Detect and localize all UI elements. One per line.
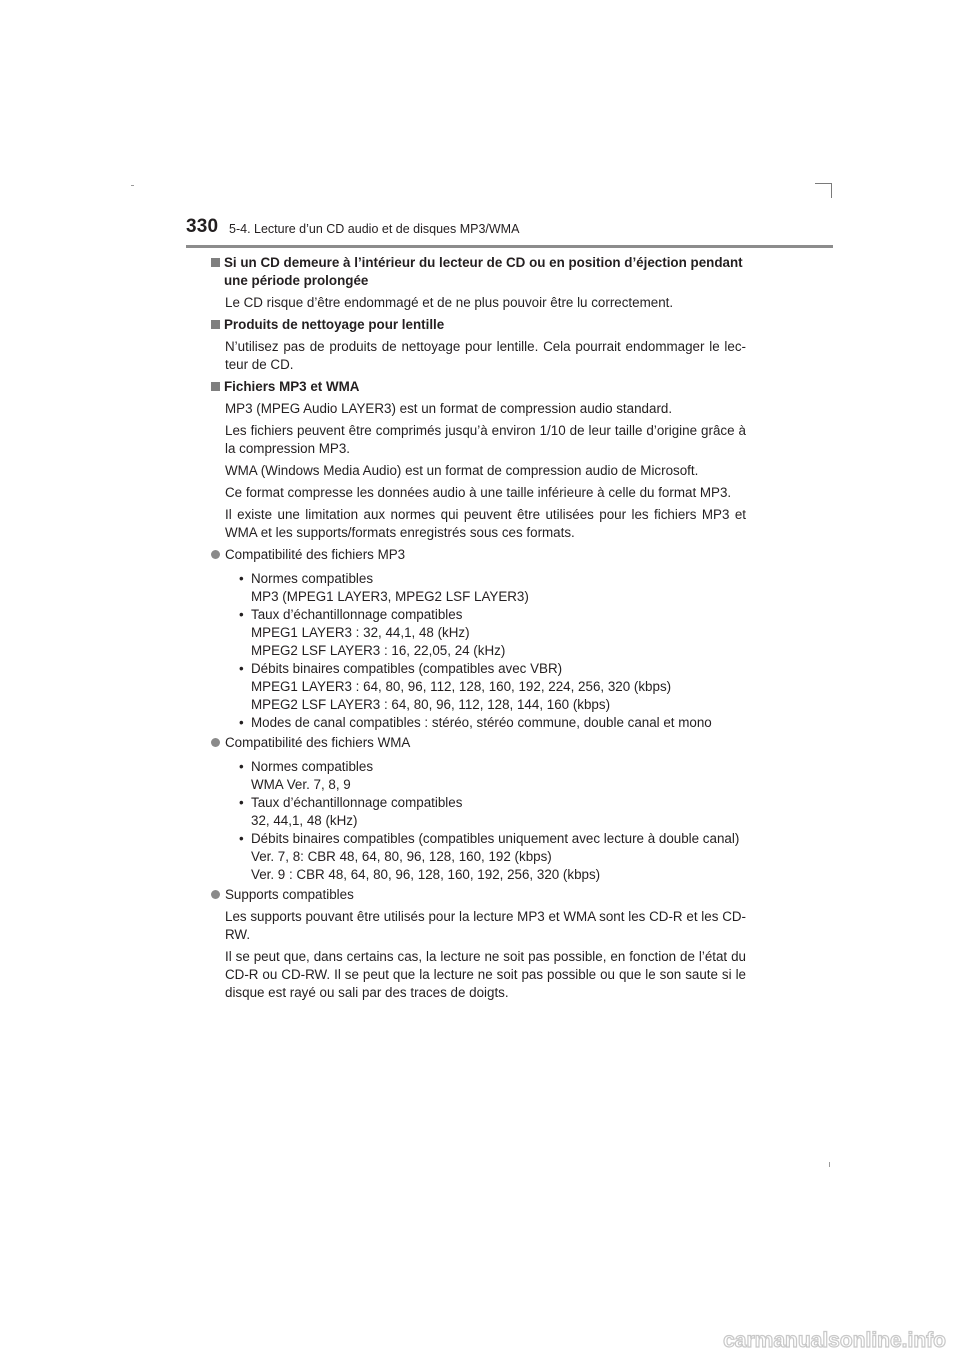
circle-bullet-icon <box>211 890 220 899</box>
paragraph: N’utilisez pas de produits de nettoyage pour lentille. Cela pourrait endommager le lec-teur de CD. <box>225 339 746 372</box>
paragraph: Les fichiers peuvent être comprimés jusqu’à environ 1/10 de leur taille d’origine grâce à la compression MP3. <box>225 423 746 456</box>
list-item <box>239 794 746 830</box>
paragraph: Il existe une limitation aux normes qui peuvent être utilisées pour les fichiers MP3 et WMA et les supports/formats enregistrés sous ces formats. <box>225 507 746 540</box>
subsection-title: Supports compatibles <box>225 887 354 902</box>
circle-bullet-icon <box>211 550 220 559</box>
list-item-line: WMA Ver. 7, 8, 9 <box>251 777 351 792</box>
list-item-line: MPEG2 LSF LAYER3 : 64, 80, 96, 112, 128, 144, 160 (kbps) <box>251 697 611 712</box>
list-item <box>239 714 746 732</box>
page-body <box>211 254 746 1006</box>
square-bullet-icon <box>211 320 220 329</box>
subsection-heading <box>211 886 746 904</box>
list-item <box>239 830 746 884</box>
section-title: Si un CD demeure à l’intérieur du lecteur de CD ou en position d’éjection pendant une période prolongée <box>224 255 743 288</box>
list-item-title: • Débits binaires compatibles (compatibles uniquement avec lecture à double canal) <box>251 831 740 846</box>
subsection-title: Compatibilité des fichiers MP3 <box>225 547 406 562</box>
list-item-line: Ver. 7, 8: CBR 48, 64, 80, 96, 128, 160, 192 (kbps) <box>251 849 552 864</box>
wma-spec-list <box>211 758 746 884</box>
section-heading <box>211 316 746 334</box>
square-bullet-icon <box>211 382 220 391</box>
list-item <box>239 570 746 606</box>
paragraph: MP3 (MPEG Audio LAYER3) est un format de compression audio standard. <box>225 401 673 416</box>
header-rule <box>186 245 833 248</box>
mp3-spec-list <box>211 570 746 732</box>
square-bullet-icon <box>211 258 220 267</box>
list-item-line: 32, 44,1, 48 (kHz) <box>251 813 358 828</box>
list-item-line: MP3 (MPEG1 LAYER3, MPEG2 LSF LAYER3) <box>251 589 529 604</box>
subsection-heading <box>211 546 746 564</box>
subsection-title: Compatibilité des fichiers WMA <box>225 735 411 750</box>
list-item <box>239 606 746 660</box>
section-heading <box>211 254 746 290</box>
list-item-line: Ver. 9 : CBR 48, 64, 80, 96, 128, 160, 192, 256, 320 (kbps) <box>251 867 601 882</box>
list-item-line: MPEG2 LSF LAYER3 : 16, 22,05, 24 (kHz) <box>251 643 506 658</box>
crop-mark <box>815 183 832 198</box>
subsection-heading <box>211 734 746 752</box>
list-item-title: • Débits binaires compatibles (compatibles avec VBR) <box>251 661 563 676</box>
list-item <box>239 660 746 714</box>
watermark-text: carmanualsonline.info <box>723 1329 946 1352</box>
list-item <box>239 758 746 794</box>
circle-bullet-icon <box>211 738 220 747</box>
watermark <box>678 1328 948 1352</box>
section-title: Fichiers MP3 et WMA <box>224 379 360 394</box>
crop-tick <box>829 1162 830 1167</box>
list-item-title: • Normes compatibles <box>251 759 374 774</box>
paragraph: Les supports pouvant être utilisés pour la lecture MP3 et WMA sont les CD-R et les CD-RW. <box>225 909 746 942</box>
list-item-title: • Modes de canal compatibles : stéréo, stéréo commune, double canal et mono <box>251 715 712 730</box>
crop-tick <box>131 185 134 186</box>
running-header: 5-4. Lecture d’un CD audio et de disques MP3/WMA <box>229 222 520 236</box>
page-number: 330 <box>186 216 219 237</box>
list-item-title: • Taux d’échantillonnage compatibles <box>251 607 463 622</box>
list-item-title: • Normes compatibles <box>251 571 374 586</box>
paragraph: Le CD risque d’être endommagé et de ne plus pouvoir être lu correctement. <box>225 295 674 310</box>
list-item-line: MPEG1 LAYER3 : 32, 44,1, 48 (kHz) <box>251 625 470 640</box>
paragraph: WMA (Windows Media Audio) est un format de compression audio de Microsoft. <box>225 463 699 478</box>
list-item-line: MPEG1 LAYER3 : 64, 80, 96, 112, 128, 160, 192, 224, 256, 320 (kbps) <box>251 679 672 694</box>
section-title: Produits de nettoyage pour lentille <box>224 317 445 332</box>
section-heading <box>211 378 746 396</box>
paragraph: Ce format compresse les données audio à une taille inférieure à celle du format MP3. <box>225 485 732 500</box>
paragraph: Il se peut que, dans certains cas, la lecture ne soit pas possible, en fonction de l’état du CD-R ou CD-RW. Il se peut que la lecture ne soit pas possible ou que le son saute si le disque est rayé ou sali par des traces de doigts. <box>225 949 746 1000</box>
list-item-title: • Taux d’échantillonnage compatibles <box>251 795 463 810</box>
